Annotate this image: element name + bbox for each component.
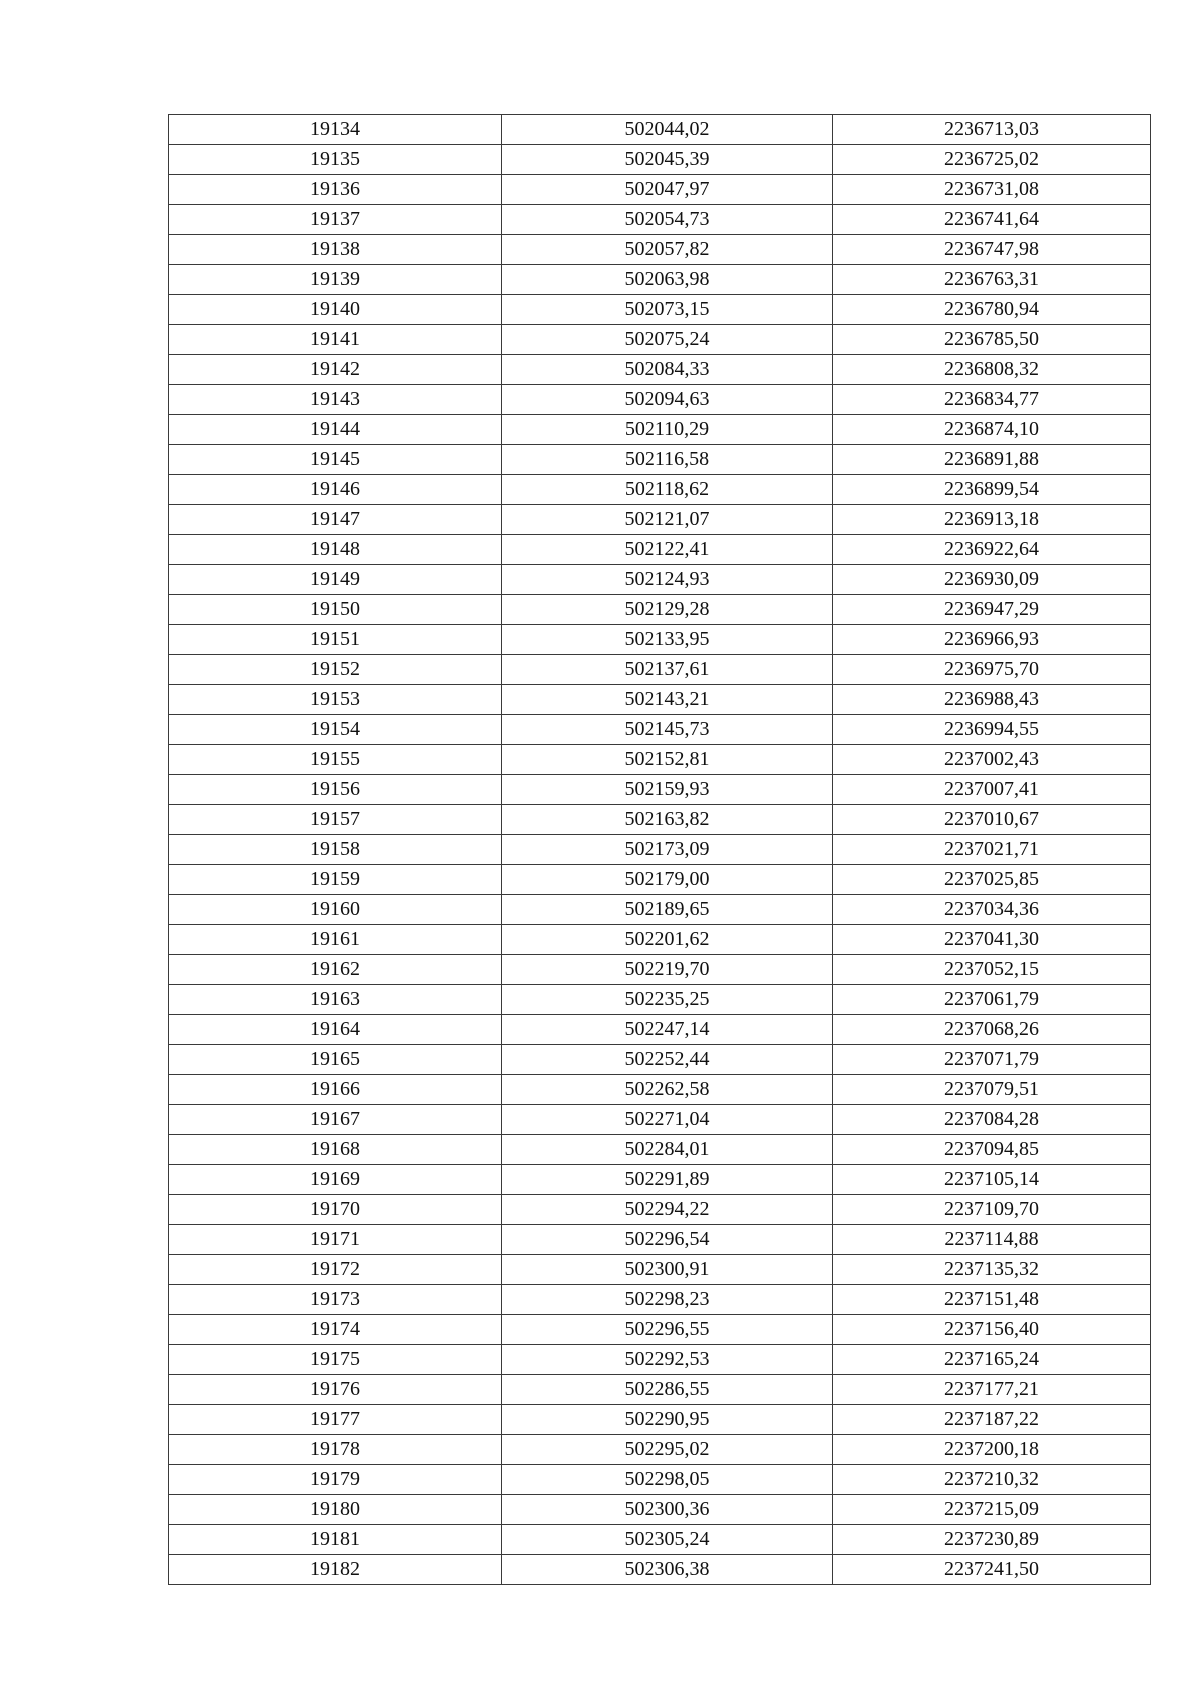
point-number-cell: 19164 — [169, 1015, 502, 1045]
table-row — [169, 205, 1151, 235]
y-coordinate-cell: 2236899,54 — [833, 475, 1151, 505]
table-row — [169, 265, 1151, 295]
x-coordinate-cell: 502118,62 — [502, 475, 833, 505]
table-row — [169, 535, 1151, 565]
point-number-cell: 19162 — [169, 955, 502, 985]
point-number-cell: 19167 — [169, 1105, 502, 1135]
y-coordinate-cell: 2237021,71 — [833, 835, 1151, 865]
x-coordinate-cell: 502094,63 — [502, 385, 833, 415]
table-row — [169, 1555, 1151, 1585]
point-number-cell: 19150 — [169, 595, 502, 625]
point-number-cell: 19137 — [169, 205, 502, 235]
x-coordinate-cell: 502305,24 — [502, 1525, 833, 1555]
x-coordinate-cell: 502075,24 — [502, 325, 833, 355]
y-coordinate-cell: 2237052,15 — [833, 955, 1151, 985]
table-row — [169, 835, 1151, 865]
x-coordinate-cell: 502189,65 — [502, 895, 833, 925]
y-coordinate-cell: 2236891,88 — [833, 445, 1151, 475]
table-row — [169, 505, 1151, 535]
table-row — [169, 745, 1151, 775]
x-coordinate-cell: 502252,44 — [502, 1045, 833, 1075]
point-number-cell: 19174 — [169, 1315, 502, 1345]
x-coordinate-cell: 502044,02 — [502, 115, 833, 145]
x-coordinate-cell: 502145,73 — [502, 715, 833, 745]
point-number-cell: 19147 — [169, 505, 502, 535]
y-coordinate-cell: 2236874,10 — [833, 415, 1151, 445]
point-number-cell: 19144 — [169, 415, 502, 445]
y-coordinate-cell: 2236713,03 — [833, 115, 1151, 145]
x-coordinate-cell: 502300,91 — [502, 1255, 833, 1285]
point-number-cell: 19175 — [169, 1345, 502, 1375]
y-coordinate-cell: 2237061,79 — [833, 985, 1151, 1015]
y-coordinate-cell: 2236747,98 — [833, 235, 1151, 265]
y-coordinate-cell: 2237079,51 — [833, 1075, 1151, 1105]
x-coordinate-cell: 502143,21 — [502, 685, 833, 715]
y-coordinate-cell: 2236994,55 — [833, 715, 1151, 745]
x-coordinate-cell: 502298,23 — [502, 1285, 833, 1315]
point-number-cell: 19152 — [169, 655, 502, 685]
point-number-cell: 19182 — [169, 1555, 502, 1585]
table-row — [169, 1495, 1151, 1525]
x-coordinate-cell: 502129,28 — [502, 595, 833, 625]
y-coordinate-cell: 2237025,85 — [833, 865, 1151, 895]
y-coordinate-cell: 2237135,32 — [833, 1255, 1151, 1285]
y-coordinate-cell: 2236922,64 — [833, 535, 1151, 565]
table-row — [169, 775, 1151, 805]
table-row — [169, 175, 1151, 205]
point-number-cell: 19142 — [169, 355, 502, 385]
table-row — [169, 565, 1151, 595]
table-row — [169, 1405, 1151, 1435]
y-coordinate-cell: 2237200,18 — [833, 1435, 1151, 1465]
x-coordinate-cell: 502163,82 — [502, 805, 833, 835]
point-number-cell: 19165 — [169, 1045, 502, 1075]
y-coordinate-cell: 2236930,09 — [833, 565, 1151, 595]
x-coordinate-cell: 502300,36 — [502, 1495, 833, 1525]
y-coordinate-cell: 2237002,43 — [833, 745, 1151, 775]
x-coordinate-cell: 502063,98 — [502, 265, 833, 295]
y-coordinate-cell: 2237041,30 — [833, 925, 1151, 955]
x-coordinate-cell: 502122,41 — [502, 535, 833, 565]
table-row — [169, 595, 1151, 625]
x-coordinate-cell: 502057,82 — [502, 235, 833, 265]
point-number-cell: 19148 — [169, 535, 502, 565]
table-row — [169, 385, 1151, 415]
y-coordinate-cell: 2236975,70 — [833, 655, 1151, 685]
y-coordinate-cell: 2236741,64 — [833, 205, 1151, 235]
y-coordinate-cell: 2237068,26 — [833, 1015, 1151, 1045]
table-row — [169, 1195, 1151, 1225]
table-row — [169, 1225, 1151, 1255]
table-row — [169, 475, 1151, 505]
table-row — [169, 145, 1151, 175]
point-number-cell: 19178 — [169, 1435, 502, 1465]
point-number-cell: 19181 — [169, 1525, 502, 1555]
y-coordinate-cell: 2236947,29 — [833, 595, 1151, 625]
y-coordinate-cell: 2237241,50 — [833, 1555, 1151, 1585]
x-coordinate-cell: 502179,00 — [502, 865, 833, 895]
x-coordinate-cell: 502084,33 — [502, 355, 833, 385]
x-coordinate-cell: 502292,53 — [502, 1345, 833, 1375]
x-coordinate-cell: 502298,05 — [502, 1465, 833, 1495]
table-row — [169, 985, 1151, 1015]
x-coordinate-cell: 502271,04 — [502, 1105, 833, 1135]
point-number-cell: 19163 — [169, 985, 502, 1015]
y-coordinate-cell: 2237114,88 — [833, 1225, 1151, 1255]
point-number-cell: 19166 — [169, 1075, 502, 1105]
point-number-cell: 19158 — [169, 835, 502, 865]
table-row — [169, 1345, 1151, 1375]
point-number-cell: 19136 — [169, 175, 502, 205]
coordinates-table — [168, 114, 1151, 1585]
y-coordinate-cell: 2237230,89 — [833, 1525, 1151, 1555]
table-row — [169, 1135, 1151, 1165]
point-number-cell: 19160 — [169, 895, 502, 925]
y-coordinate-cell: 2237034,36 — [833, 895, 1151, 925]
point-number-cell: 19134 — [169, 115, 502, 145]
y-coordinate-cell: 2237109,70 — [833, 1195, 1151, 1225]
point-number-cell: 19145 — [169, 445, 502, 475]
x-coordinate-cell: 502291,89 — [502, 1165, 833, 1195]
y-coordinate-cell: 2236763,31 — [833, 265, 1151, 295]
table-row — [169, 625, 1151, 655]
table-row — [169, 115, 1151, 145]
x-coordinate-cell: 502173,09 — [502, 835, 833, 865]
y-coordinate-cell: 2236913,18 — [833, 505, 1151, 535]
point-number-cell: 19179 — [169, 1465, 502, 1495]
table-row — [169, 355, 1151, 385]
point-number-cell: 19140 — [169, 295, 502, 325]
table-row — [169, 1315, 1151, 1345]
coordinates-table-body — [169, 115, 1151, 1585]
y-coordinate-cell: 2237084,28 — [833, 1105, 1151, 1135]
x-coordinate-cell: 502295,02 — [502, 1435, 833, 1465]
x-coordinate-cell: 502054,73 — [502, 205, 833, 235]
y-coordinate-cell: 2237007,41 — [833, 775, 1151, 805]
table-row — [169, 715, 1151, 745]
table-row — [169, 1255, 1151, 1285]
point-number-cell: 19180 — [169, 1495, 502, 1525]
y-coordinate-cell: 2237094,85 — [833, 1135, 1151, 1165]
table-row — [169, 655, 1151, 685]
x-coordinate-cell: 502047,97 — [502, 175, 833, 205]
table-row — [169, 295, 1151, 325]
y-coordinate-cell: 2237165,24 — [833, 1345, 1151, 1375]
x-coordinate-cell: 502286,55 — [502, 1375, 833, 1405]
y-coordinate-cell: 2236834,77 — [833, 385, 1151, 415]
y-coordinate-cell: 2237010,67 — [833, 805, 1151, 835]
y-coordinate-cell: 2236780,94 — [833, 295, 1151, 325]
point-number-cell: 19154 — [169, 715, 502, 745]
x-coordinate-cell: 502247,14 — [502, 1015, 833, 1045]
table-row — [169, 1165, 1151, 1195]
point-number-cell: 19159 — [169, 865, 502, 895]
point-number-cell: 19155 — [169, 745, 502, 775]
point-number-cell: 19161 — [169, 925, 502, 955]
table-row — [169, 325, 1151, 355]
point-number-cell: 19141 — [169, 325, 502, 355]
table-row — [169, 1375, 1151, 1405]
table-row — [169, 895, 1151, 925]
x-coordinate-cell: 502306,38 — [502, 1555, 833, 1585]
x-coordinate-cell: 502284,01 — [502, 1135, 833, 1165]
y-coordinate-cell: 2237177,21 — [833, 1375, 1151, 1405]
y-coordinate-cell: 2237156,40 — [833, 1315, 1151, 1345]
table-row — [169, 805, 1151, 835]
x-coordinate-cell: 502235,25 — [502, 985, 833, 1015]
y-coordinate-cell: 2237071,79 — [833, 1045, 1151, 1075]
point-number-cell: 19139 — [169, 265, 502, 295]
table-row — [169, 1465, 1151, 1495]
table-row — [169, 1075, 1151, 1105]
table-row — [169, 1435, 1151, 1465]
point-number-cell: 19143 — [169, 385, 502, 415]
point-number-cell: 19176 — [169, 1375, 502, 1405]
x-coordinate-cell: 502296,54 — [502, 1225, 833, 1255]
y-coordinate-cell: 2237215,09 — [833, 1495, 1151, 1525]
point-number-cell: 19173 — [169, 1285, 502, 1315]
table-row — [169, 1105, 1151, 1135]
table-row — [169, 1285, 1151, 1315]
point-number-cell: 19169 — [169, 1165, 502, 1195]
table-row — [169, 415, 1151, 445]
point-number-cell: 19149 — [169, 565, 502, 595]
point-number-cell: 19153 — [169, 685, 502, 715]
x-coordinate-cell: 502294,22 — [502, 1195, 833, 1225]
x-coordinate-cell: 502133,95 — [502, 625, 833, 655]
y-coordinate-cell: 2236725,02 — [833, 145, 1151, 175]
x-coordinate-cell: 502201,62 — [502, 925, 833, 955]
table-row — [169, 235, 1151, 265]
y-coordinate-cell: 2236731,08 — [833, 175, 1151, 205]
table-row — [169, 445, 1151, 475]
y-coordinate-cell: 2236808,32 — [833, 355, 1151, 385]
table-row — [169, 865, 1151, 895]
x-coordinate-cell: 502137,61 — [502, 655, 833, 685]
point-number-cell: 19157 — [169, 805, 502, 835]
x-coordinate-cell: 502290,95 — [502, 1405, 833, 1435]
x-coordinate-cell: 502073,15 — [502, 295, 833, 325]
y-coordinate-cell: 2236785,50 — [833, 325, 1151, 355]
table-row — [169, 685, 1151, 715]
point-number-cell: 19177 — [169, 1405, 502, 1435]
x-coordinate-cell: 502116,58 — [502, 445, 833, 475]
table-row — [169, 925, 1151, 955]
y-coordinate-cell: 2237210,32 — [833, 1465, 1151, 1495]
point-number-cell: 19146 — [169, 475, 502, 505]
y-coordinate-cell: 2236966,93 — [833, 625, 1151, 655]
point-number-cell: 19135 — [169, 145, 502, 175]
x-coordinate-cell: 502152,81 — [502, 745, 833, 775]
table-row — [169, 955, 1151, 985]
y-coordinate-cell: 2236988,43 — [833, 685, 1151, 715]
point-number-cell: 19156 — [169, 775, 502, 805]
table-row — [169, 1525, 1151, 1555]
point-number-cell: 19170 — [169, 1195, 502, 1225]
x-coordinate-cell: 502124,93 — [502, 565, 833, 595]
point-number-cell: 19151 — [169, 625, 502, 655]
x-coordinate-cell: 502219,70 — [502, 955, 833, 985]
table-row — [169, 1045, 1151, 1075]
x-coordinate-cell: 502121,07 — [502, 505, 833, 535]
x-coordinate-cell: 502262,58 — [502, 1075, 833, 1105]
point-number-cell: 19168 — [169, 1135, 502, 1165]
y-coordinate-cell: 2237105,14 — [833, 1165, 1151, 1195]
x-coordinate-cell: 502296,55 — [502, 1315, 833, 1345]
x-coordinate-cell: 502110,29 — [502, 415, 833, 445]
x-coordinate-cell: 502159,93 — [502, 775, 833, 805]
y-coordinate-cell: 2237151,48 — [833, 1285, 1151, 1315]
x-coordinate-cell: 502045,39 — [502, 145, 833, 175]
table-row — [169, 1015, 1151, 1045]
point-number-cell: 19171 — [169, 1225, 502, 1255]
y-coordinate-cell: 2237187,22 — [833, 1405, 1151, 1435]
point-number-cell: 19172 — [169, 1255, 502, 1285]
point-number-cell: 19138 — [169, 235, 502, 265]
